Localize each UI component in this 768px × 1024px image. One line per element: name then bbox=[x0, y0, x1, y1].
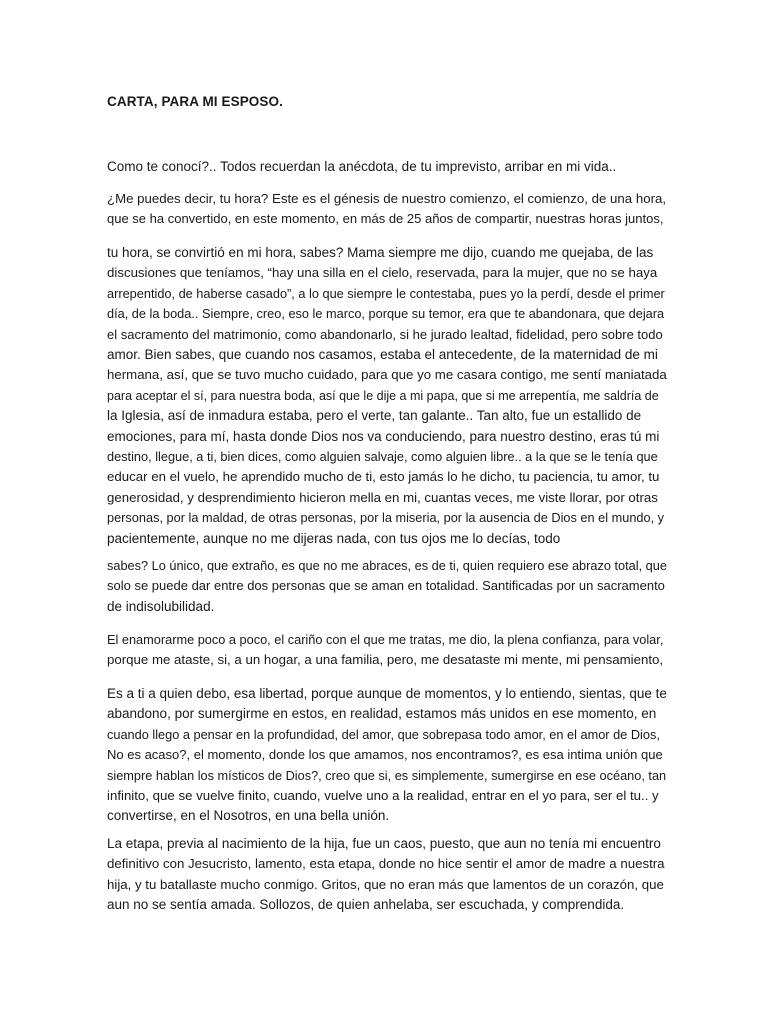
text-line: definitivo con Jesucristo, lamento, esta etapa, donde no hice sentir el amor de madre a nuestra bbox=[107, 856, 665, 872]
text-line: educar en el vuelo, he aprendido mucho de ti, esto jamás lo he dicho, tu paciencia, tu amor, tu bbox=[107, 469, 660, 485]
text-line: convertirse, en el Nosotros, en una bella unión. bbox=[107, 808, 390, 824]
text-line: La etapa, previa al nacimiento de la hija, fue un caos, puesto, que aun no tenía mi encuentro bbox=[107, 836, 661, 851]
text-line: siempre hablan los místicos de Dios?, creo que si, es simplemente, sumergirse en ese océano, tan bbox=[107, 767, 667, 783]
paragraph-marriage-story bbox=[107, 243, 667, 549]
text-line: Como te conocí?.. Todos recuerdan la anécdota, de tu imprevisto, arribar en mi vida.. bbox=[107, 159, 617, 174]
text-line: para aceptar el sí, para nuestra boda, así que le dije a mi papa, que si me arrepentía, me saldría de bbox=[107, 388, 659, 403]
text-line: amor. Bien sabes, que cuando nos casamos, estaba el antecedente, de la maternidad de mi bbox=[107, 347, 658, 363]
text-line: discusiones que teníamos, “hay una silla en el cielo, reservada, para la mujer, que no se haya bbox=[107, 265, 658, 281]
text-line: El enamorarme poco a poco, el cariño con el que me tratas, me dio, la plena confianza, para volar, bbox=[107, 632, 664, 647]
text-line: día, de la boda.. Siempre, creo, eso le marco, porque su temor, era que te abandonara, que dejara bbox=[107, 306, 665, 322]
text-line: cuando llego a pensar en la profundidad, del amor, que sobrepasa todo amor, en el amor de Dios, bbox=[107, 726, 660, 742]
paragraph-freedom bbox=[107, 684, 667, 827]
text-line: ¿Me puedes decir, tu hora? Este es el génesis de nuestro comienzo, el comienzo, de una hora, bbox=[107, 191, 667, 206]
text-line: Es a ti a quien debo, esa libertad, porque aunque de momentos, y lo entiendo, sientas, que te bbox=[107, 686, 667, 701]
text-line: sabes? Lo único, que extraño, es que no me abraces, es de ti, quien requiero ese abrazo total, que bbox=[107, 558, 667, 573]
text-line: porque me ataste, si, a un hogar, a una familia, pero, me desataste mi mente, mi pensamiento, bbox=[107, 652, 664, 668]
paragraph-intro bbox=[107, 157, 667, 177]
text-line: aun no se sentía amada. Sollozos, de quien anhelaba, ser escuchada, y comprendida. bbox=[107, 897, 625, 913]
text-line: solo se puede dar entre dos personas que se aman en totalidad. Santificadas por un sacramento bbox=[107, 578, 665, 594]
text-line: personas, por la maldad, de otras personas, por la miseria, por la ausencia de Dios en el mundo, y bbox=[107, 510, 665, 526]
text-line: de indisolubilidad. bbox=[107, 598, 215, 614]
paragraph-embrace bbox=[107, 556, 667, 617]
text-line: arrepentido, de haberse casado”, a lo que siempre le contestaba, pues yo la perdí, desde el primer bbox=[107, 285, 665, 301]
text-line: que se ha convertido, en este momento, en más de 25 años de compartir, nuestras horas juntos, bbox=[107, 211, 664, 227]
text-line: infinito, que se vuelve finito, cuando, vuelve uno a la realidad, entrar en el yo para, ser el tu.. y bbox=[107, 788, 659, 804]
text-line: hermana, así, que se tuvo mucho cuidado, para que yo me casara contigo, me sentí maniatada bbox=[107, 367, 667, 383]
paragraph-hour-question bbox=[107, 189, 667, 230]
text-line: tu hora, se convirtió en mi hora, sabes? Mama siempre me dijo, cuando me quejaba, de las bbox=[107, 245, 654, 260]
text-line: No es acaso?, el momento, donde los que amamos, nos encontramos?, es esa intima unión que bbox=[107, 747, 663, 763]
text-line: la Iglesia, así de inmadura estaba, pero el verte, tan galante.. Tan alto, fue un estallido de bbox=[107, 408, 642, 424]
text-line: emociones, para mí, hasta donde Dios nos va conduciendo, para nuestro destino, eras tú mi bbox=[107, 428, 660, 444]
text-line: generosidad, y desprendimiento hicieron mella en mi, cuantas veces, me viste llorar, por otras bbox=[107, 489, 658, 505]
document-title: CARTA, PARA MI ESPOSO. bbox=[107, 94, 283, 109]
text-line: hija, y tu batallaste mucho conmigo. Gritos, que no eran más que lamentos de un corazón, que bbox=[107, 876, 664, 892]
paragraph-falling-in-love bbox=[107, 630, 667, 671]
text-line: pacientemente, aunque no me dijeras nada, con tus ojos me lo decías, todo bbox=[107, 530, 561, 546]
text-line: destino, llegue, a ti, bien dices, como alguien salvaje, como alguien libre.. a la que se le tenía que bbox=[107, 449, 658, 465]
paragraph-daughter bbox=[107, 834, 667, 916]
text-line: abandono, por sumergirme en estos, en realidad, estamos más unidos en ese momento, en bbox=[107, 706, 657, 722]
text-line: el sacramento del matrimonio, como abandonarlo, si he jurado lealtad, fidelidad, pero sobre todo bbox=[107, 326, 663, 342]
